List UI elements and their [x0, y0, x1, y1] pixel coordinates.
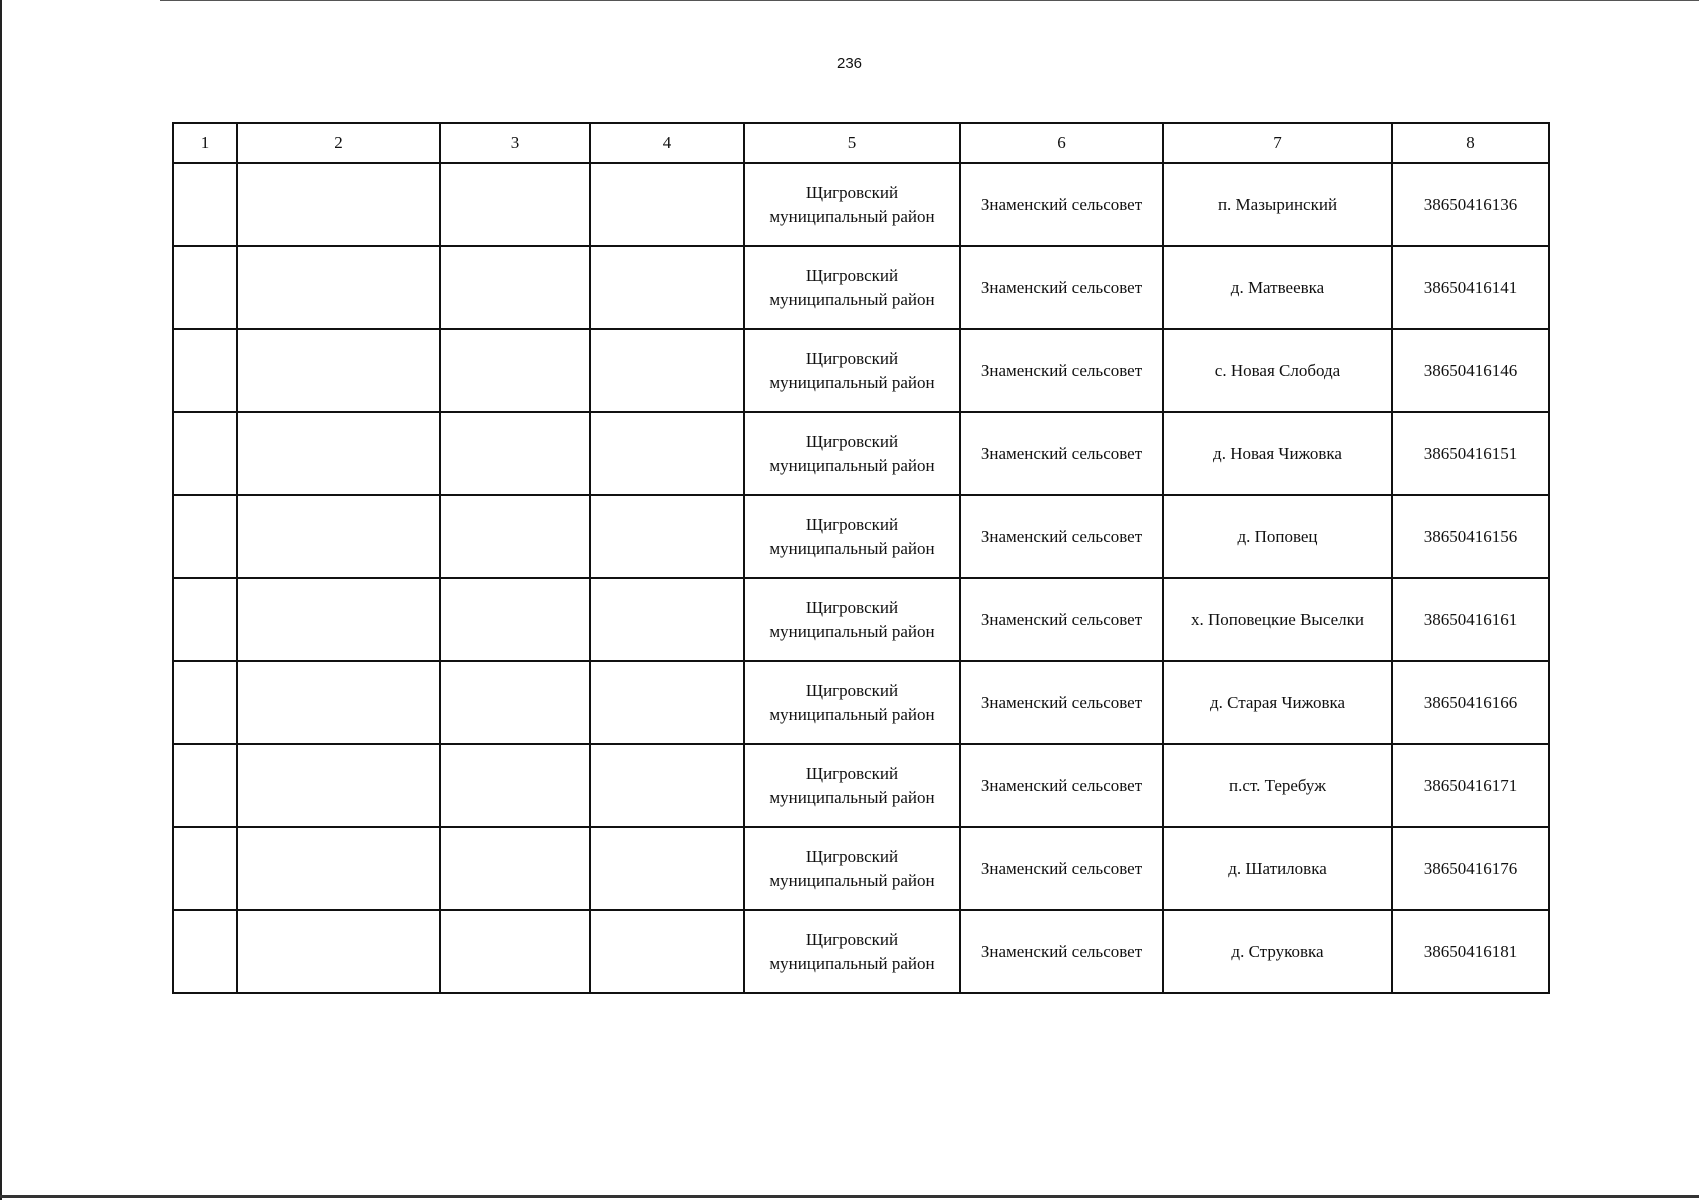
empty-cell [173, 661, 237, 744]
empty-cell [237, 246, 440, 329]
district-type: муниципальный район [769, 953, 935, 973]
district-type: муниципальный район [769, 704, 935, 724]
code-cell: 38650416136 [1392, 163, 1549, 246]
empty-cell [590, 744, 744, 827]
district-cell [744, 827, 960, 910]
empty-cell [440, 412, 590, 495]
district-name: Щигровский [805, 514, 899, 534]
empty-cell [237, 661, 440, 744]
district-name: Щигровский [805, 680, 899, 700]
district-cell [744, 246, 960, 329]
empty-cell [237, 744, 440, 827]
empty-cell [237, 329, 440, 412]
settlement-cell: д. Матвеевка [1163, 246, 1392, 329]
district-type: муниципальный район [769, 870, 935, 890]
table-row [173, 495, 1549, 578]
table-row [173, 329, 1549, 412]
table-row [173, 163, 1549, 246]
column-header: 6 [960, 123, 1163, 163]
empty-cell [440, 910, 590, 993]
empty-cell [237, 910, 440, 993]
empty-cell [440, 163, 590, 246]
empty-cell [440, 578, 590, 661]
column-header: 5 [744, 123, 960, 163]
empty-cell [173, 329, 237, 412]
district-type: муниципальный район [769, 621, 935, 641]
table-row [173, 246, 1549, 329]
settlement-cell: д. Струковка [1163, 910, 1392, 993]
code-cell: 38650416171 [1392, 744, 1549, 827]
code-cell: 38650416151 [1392, 412, 1549, 495]
empty-cell [173, 246, 237, 329]
council-cell: Знаменский сельсовет [960, 495, 1163, 578]
council-cell: Знаменский сельсовет [960, 827, 1163, 910]
empty-cell [440, 661, 590, 744]
empty-cell [173, 412, 237, 495]
district-cell [744, 163, 960, 246]
empty-cell [440, 246, 590, 329]
district-name: Щигровский [805, 929, 899, 949]
district-type: муниципальный район [769, 455, 935, 475]
empty-cell [440, 329, 590, 412]
column-header: 2 [237, 123, 440, 163]
council-cell: Знаменский сельсовет [960, 329, 1163, 412]
empty-cell [173, 578, 237, 661]
district-cell [744, 910, 960, 993]
code-cell: 38650416156 [1392, 495, 1549, 578]
empty-cell [173, 827, 237, 910]
district-type: муниципальный район [769, 289, 935, 309]
table-row [173, 910, 1549, 993]
district-name: Щигровский [805, 348, 899, 368]
empty-cell [173, 163, 237, 246]
council-cell: Знаменский сельсовет [960, 744, 1163, 827]
district-cell [744, 329, 960, 412]
empty-cell [590, 412, 744, 495]
table-row [173, 578, 1549, 661]
empty-cell [237, 163, 440, 246]
empty-cell [590, 910, 744, 993]
district-type: муниципальный район [769, 787, 935, 807]
empty-cell [237, 827, 440, 910]
empty-cell [590, 495, 744, 578]
settlement-cell: д. Шатиловка [1163, 827, 1392, 910]
district-name: Щигровский [805, 763, 899, 783]
district-cell [744, 744, 960, 827]
district-name: Щигровский [805, 265, 899, 285]
empty-cell [440, 495, 590, 578]
empty-cell [173, 495, 237, 578]
empty-cell [590, 246, 744, 329]
empty-cell [590, 329, 744, 412]
column-header: 1 [173, 123, 237, 163]
district-name: Щигровский [805, 182, 899, 202]
table-row [173, 744, 1549, 827]
district-cell [744, 661, 960, 744]
council-cell: Знаменский сельсовет [960, 412, 1163, 495]
empty-cell [237, 412, 440, 495]
code-cell: 38650416146 [1392, 329, 1549, 412]
code-cell: 38650416166 [1392, 661, 1549, 744]
district-cell [744, 495, 960, 578]
council-cell: Знаменский сельсовет [960, 578, 1163, 661]
district-type: муниципальный район [769, 206, 935, 226]
column-header: 3 [440, 123, 590, 163]
council-cell: Знаменский сельсовет [960, 163, 1163, 246]
empty-cell [173, 744, 237, 827]
district-type: муниципальный район [769, 372, 935, 392]
district-name: Щигровский [805, 431, 899, 451]
district-name: Щигровский [805, 597, 899, 617]
settlement-cell: д. Поповец [1163, 495, 1392, 578]
column-header: 8 [1392, 123, 1549, 163]
code-cell: 38650416176 [1392, 827, 1549, 910]
empty-cell [590, 163, 744, 246]
empty-cell [173, 910, 237, 993]
settlement-cell: п. Мазыринский [1163, 163, 1392, 246]
district-cell [744, 412, 960, 495]
table-row [173, 412, 1549, 495]
settlements-table [172, 122, 1550, 994]
council-cell: Знаменский сельсовет [960, 661, 1163, 744]
settlement-cell: д. Новая Чижовка [1163, 412, 1392, 495]
empty-cell [590, 578, 744, 661]
page-left-edge [0, 0, 2, 1200]
council-cell: Знаменский сельсовет [960, 910, 1163, 993]
page-bottom-edge [0, 1195, 1699, 1198]
empty-cell [237, 578, 440, 661]
empty-cell [440, 827, 590, 910]
settlement-cell: х. Поповецкие Выселки [1163, 578, 1392, 661]
empty-cell [590, 661, 744, 744]
empty-cell [440, 744, 590, 827]
district-cell [744, 578, 960, 661]
settlement-cell: п.ст. Теребуж [1163, 744, 1392, 827]
page-top-edge [160, 0, 1699, 1]
table-row [173, 827, 1549, 910]
district-type: муниципальный район [769, 538, 935, 558]
settlement-cell: д. Старая Чижовка [1163, 661, 1392, 744]
table-header-row [173, 123, 1549, 163]
table-body [173, 163, 1549, 993]
column-header: 4 [590, 123, 744, 163]
council-cell: Знаменский сельсовет [960, 246, 1163, 329]
empty-cell [237, 495, 440, 578]
table-row [173, 661, 1549, 744]
column-header: 7 [1163, 123, 1392, 163]
empty-cell [590, 827, 744, 910]
settlement-cell: с. Новая Слобода [1163, 329, 1392, 412]
district-name: Щигровский [805, 846, 899, 866]
page-number: 236 [836, 55, 863, 72]
code-cell: 38650416181 [1392, 910, 1549, 993]
code-cell: 38650416161 [1392, 578, 1549, 661]
code-cell: 38650416141 [1392, 246, 1549, 329]
